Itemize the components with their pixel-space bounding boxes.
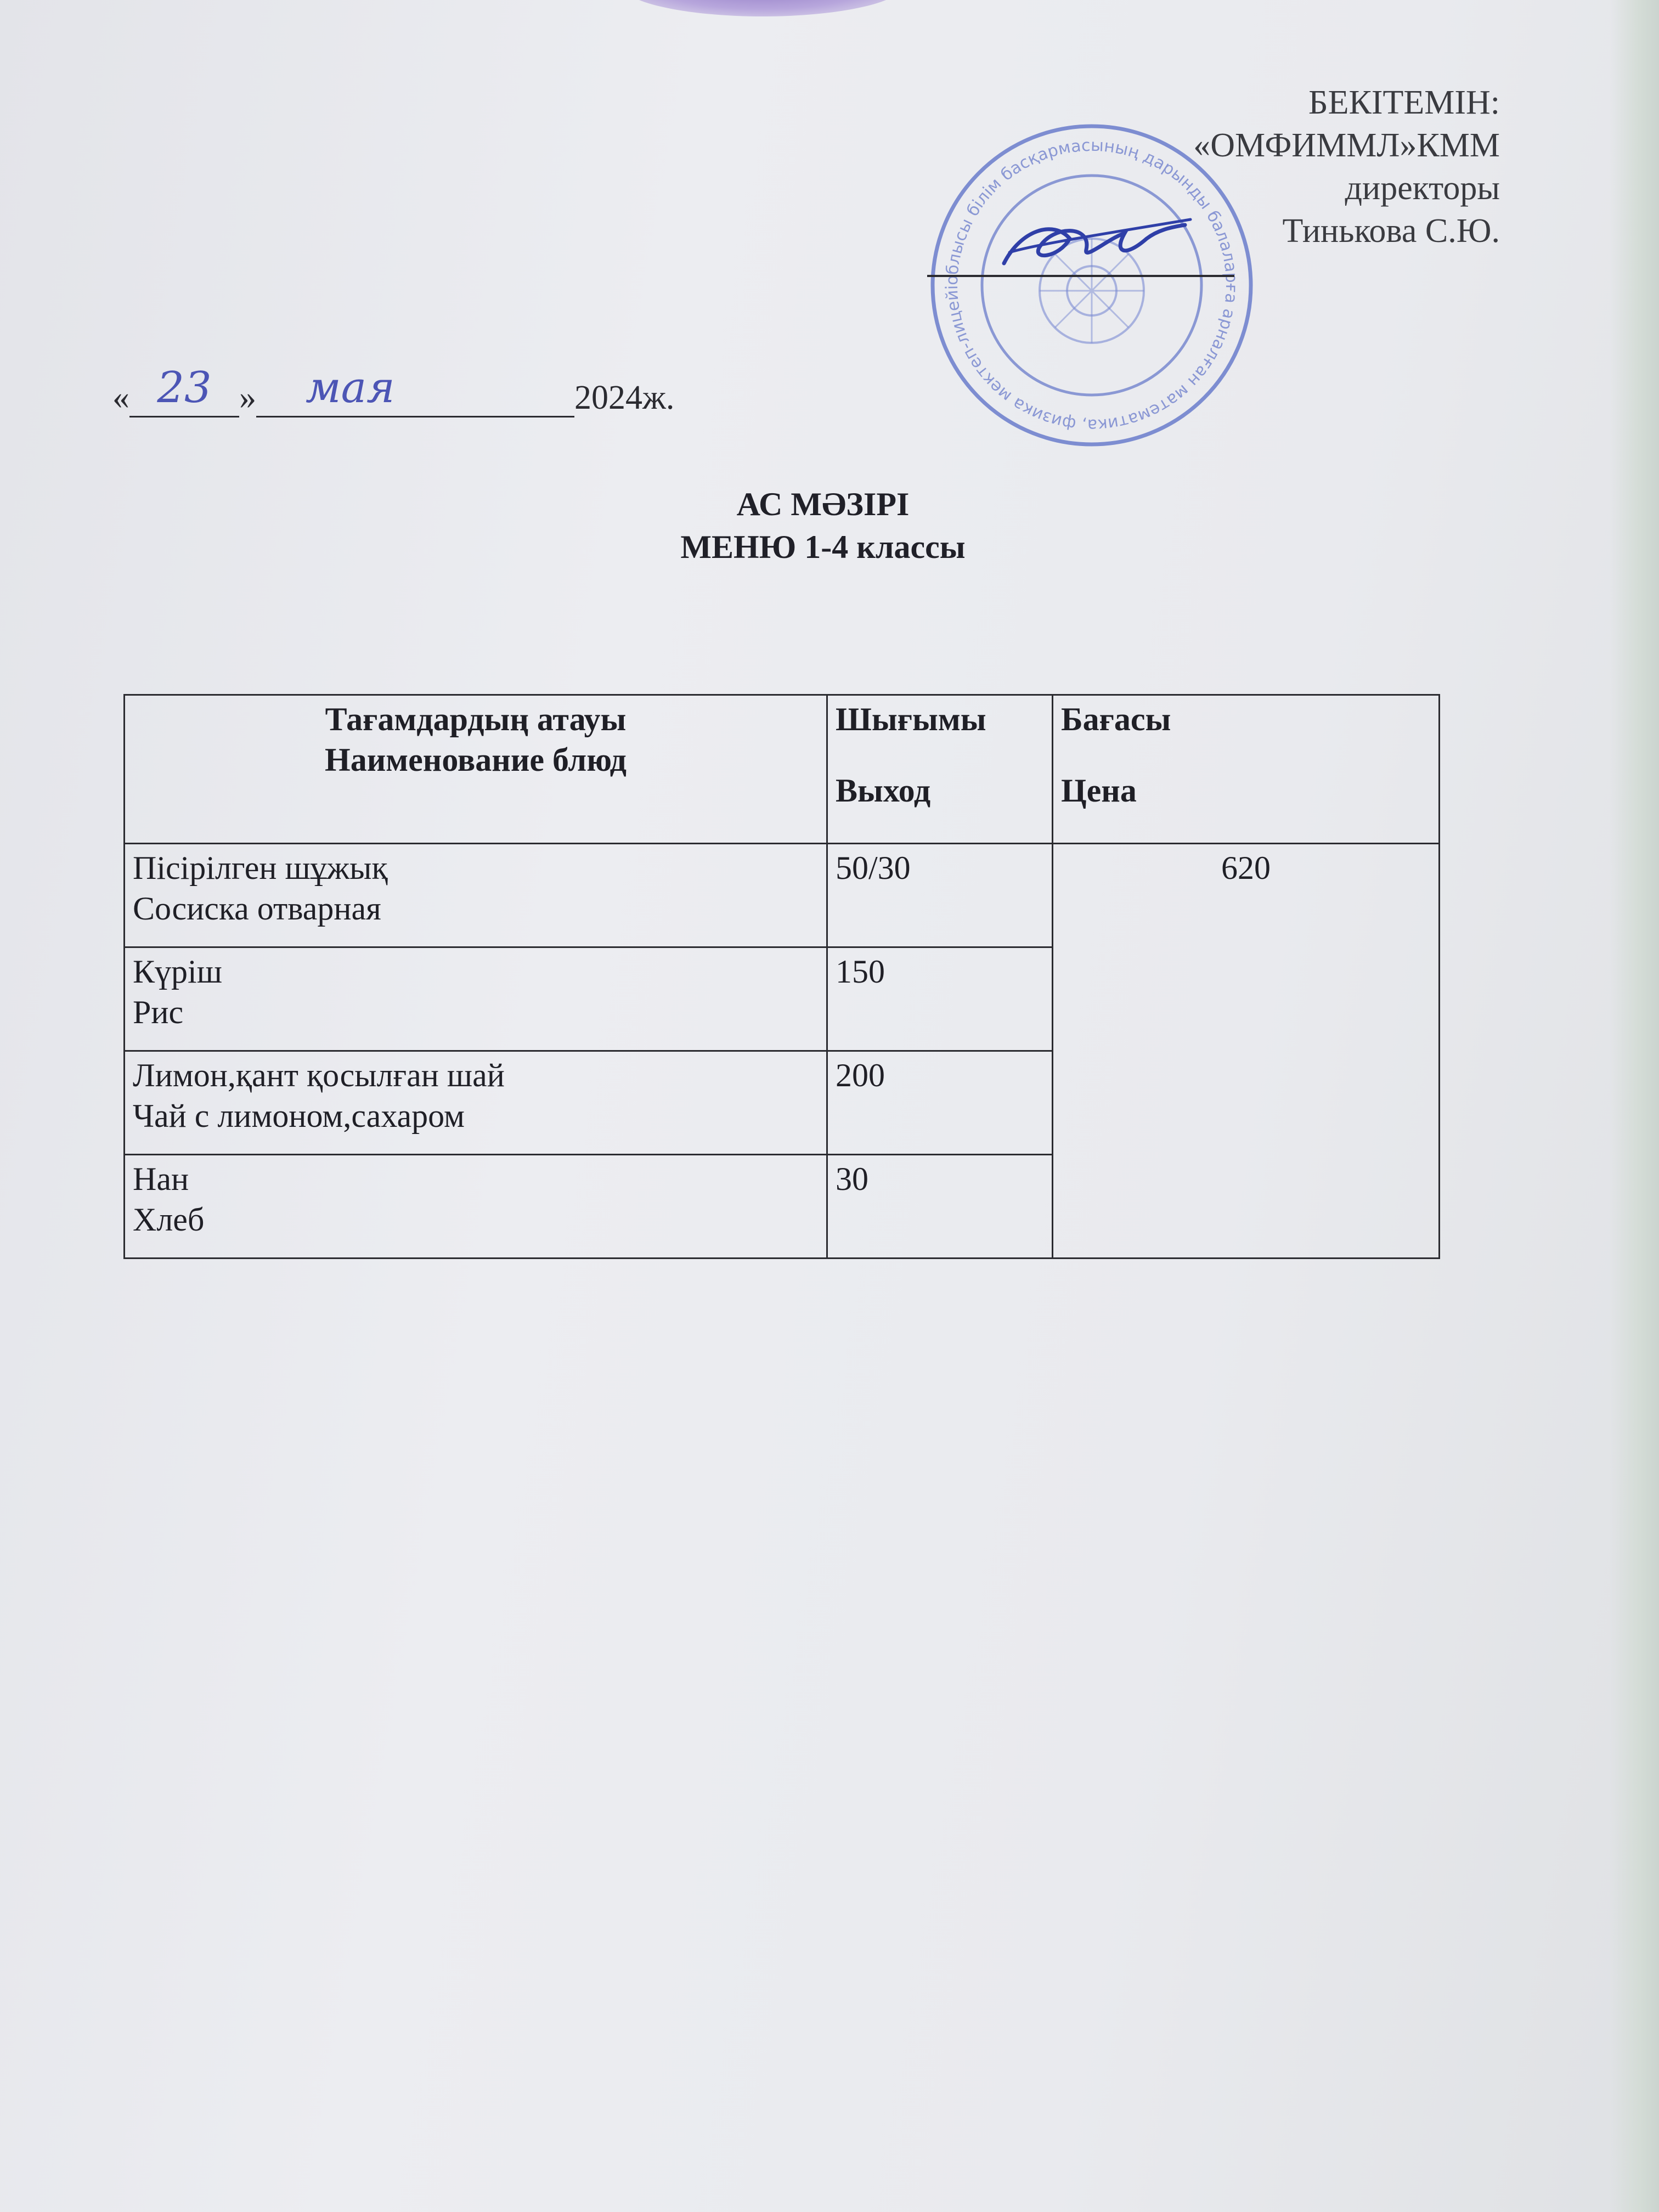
header-output-kz: Шығымы bbox=[836, 701, 986, 737]
row-name bbox=[125, 947, 827, 1051]
row-name-ru: Сосиска отварная bbox=[133, 890, 381, 927]
header-output-ru: Выход bbox=[836, 772, 931, 809]
approval-heading: БЕКІТЕМІН: bbox=[1308, 84, 1500, 121]
approval-block bbox=[1193, 81, 1500, 252]
date-year: 2024ж. bbox=[574, 379, 675, 416]
page-title bbox=[0, 483, 1646, 568]
price-cell: 620 bbox=[1053, 844, 1440, 1259]
background-object bbox=[620, 0, 905, 16]
approval-position: директоры bbox=[1345, 170, 1500, 207]
header-name-ru: Наименование блюд bbox=[325, 742, 627, 778]
approval-date bbox=[112, 363, 675, 417]
header-price bbox=[1053, 695, 1440, 844]
svg-text:облысы білім басқармасының дар: облысы білім басқармасының дарынды балаларға арналған математика, физика мектеп-лицейі bbox=[942, 136, 1242, 435]
row-name-kz: Пісірілген шұжық bbox=[133, 850, 388, 886]
header-price-ru: Цена bbox=[1061, 772, 1137, 809]
row-output: 150 bbox=[827, 947, 1053, 1051]
row-name-kz: Лимон,қант қосылған шай bbox=[133, 1057, 505, 1093]
date-day-blank bbox=[129, 363, 239, 417]
date-open-quote: « bbox=[112, 379, 129, 416]
date-month-blank bbox=[256, 363, 574, 417]
row-name-ru: Рис bbox=[133, 994, 184, 1030]
wall-edge bbox=[1610, 0, 1659, 2212]
row-name bbox=[125, 1051, 827, 1155]
row-output: 30 bbox=[827, 1155, 1053, 1259]
row-name bbox=[125, 844, 827, 947]
header-output bbox=[827, 695, 1053, 844]
approval-name: Тинькова С.Ю. bbox=[1282, 212, 1500, 250]
row-name-ru: Хлеб bbox=[133, 1201, 205, 1238]
row-output: 200 bbox=[827, 1051, 1053, 1155]
date-day: 23 bbox=[157, 363, 212, 413]
header-price-kz: Бағасы bbox=[1061, 701, 1171, 737]
header-name-kz: Тағамдардың атауы bbox=[325, 701, 627, 737]
menu-table bbox=[123, 694, 1440, 1259]
title-ru: МЕНЮ 1-4 классы bbox=[680, 529, 966, 565]
approval-organization: «ОМФИММЛ»КММ bbox=[1193, 127, 1500, 164]
row-output: 50/30 bbox=[827, 844, 1053, 947]
row-name-ru: Чай с лимоном,сахаром bbox=[133, 1098, 465, 1134]
row-name bbox=[125, 1155, 827, 1259]
table-header-row bbox=[125, 695, 1440, 844]
date-month: мая bbox=[306, 363, 395, 413]
row-name-kz: Нан bbox=[133, 1161, 189, 1197]
title-kz: АС МӘЗІРІ bbox=[736, 486, 910, 522]
header-name bbox=[125, 695, 827, 844]
table-row bbox=[125, 844, 1440, 947]
row-name-kz: Күріш bbox=[133, 953, 222, 990]
date-close-quote: » bbox=[239, 379, 256, 416]
